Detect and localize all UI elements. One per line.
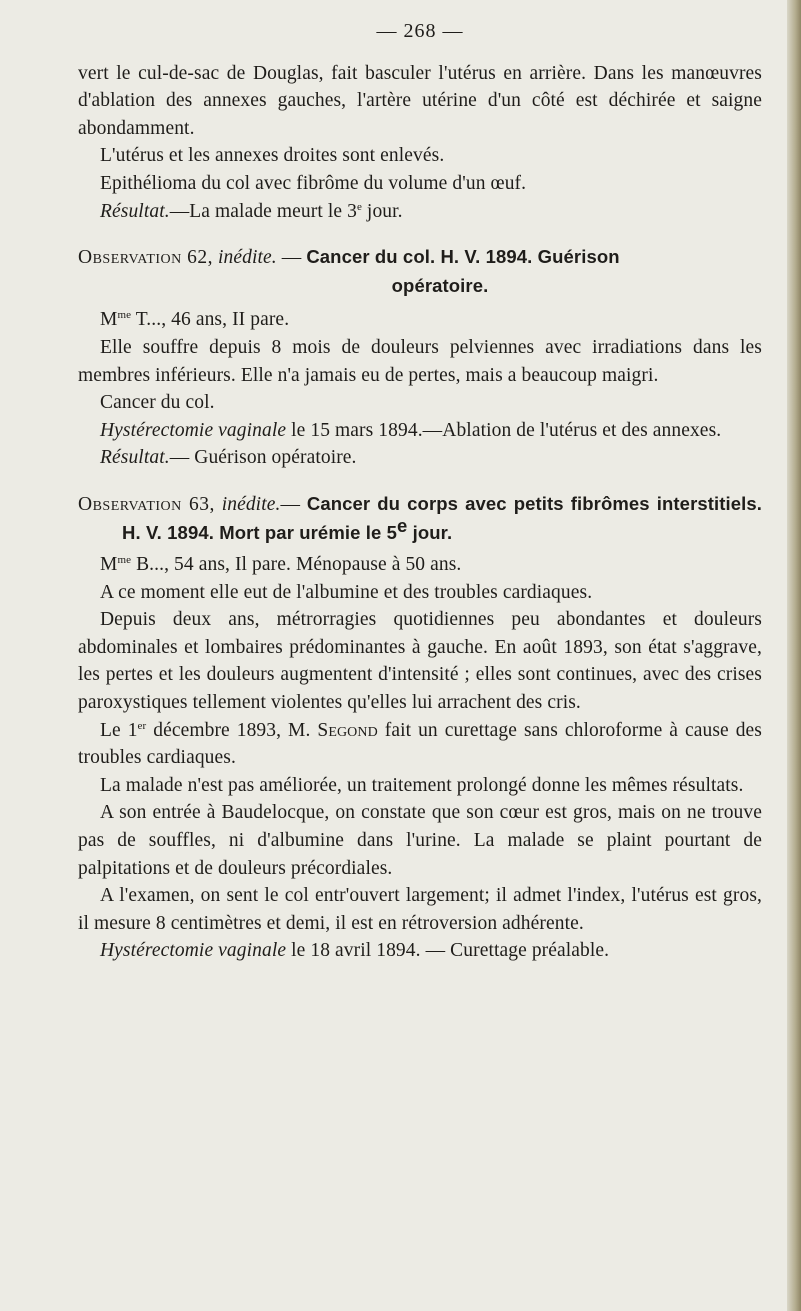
observation-62 [78, 243, 762, 472]
result-label: Résultat. [100, 200, 170, 222]
result-tail: jour. [361, 200, 403, 222]
surgeon-name: Segond [317, 719, 378, 741]
observation-status: inédite. [218, 247, 277, 269]
superscript: er [137, 719, 147, 732]
intro-paragraph-2: L'utérus et les annexes droites sont enlevés. [100, 145, 445, 167]
patient-prefix: M [100, 554, 118, 576]
observation-label: Observation 62, [78, 247, 214, 269]
result-text: — Guérison opératoire. [169, 447, 357, 469]
result-label: Résultat. [100, 447, 170, 469]
dash: — [280, 493, 307, 515]
intro-result [78, 198, 762, 226]
patient-prefix: M [100, 309, 118, 331]
patient-line [78, 551, 762, 579]
text-segment: décembre 1893, M. [146, 719, 318, 741]
observation-title: Cancer du col. H. V. 1894. Guérison [306, 246, 620, 268]
observation-63-paragraph-6: A l'examen, on sent le col entr'ouvert largement; il admet l'index, l'utérus est gros, il mesure 8 centimètres et demi, il est en rétroversion adhérente. [78, 885, 762, 934]
observation-title-tail: jour. [407, 521, 453, 543]
observation-62-result [78, 444, 762, 472]
intro-paragraph-1: vert le cul-de-sac de Douglas, fait basculer l'utérus en arrière. Dans les manœuvres d'ablation des annexes gauches, l'artère utérine d'un côté est déchirée et saigne abondamment. [78, 62, 762, 139]
page-edge-shadow [787, 0, 801, 1311]
intro-paragraph-3: Epithélioma du col avec fibrôme du volume d'un œuf. [100, 172, 527, 194]
observation-63-operation [78, 937, 762, 965]
operation-label: Hystérectomie vaginale [100, 419, 287, 441]
text-segment: Le 1 [100, 719, 138, 741]
superscript: me [117, 554, 132, 567]
superscript: e [356, 200, 362, 213]
observation-63-paragraph-4: La malade n'est pas améliorée, un traitement prolongé donne les mêmes résultats. [100, 774, 744, 796]
operation-text: le 18 avril 1894. — Curettage préalable. [286, 940, 610, 962]
observation-62-title-continued [78, 272, 762, 301]
operation-label: Hystérectomie vaginale [100, 940, 287, 962]
patient-text: B..., 54 ans, Il pare. Ménopause à 50 ans. [131, 554, 462, 576]
observation-label: Observation 63, [78, 493, 215, 515]
observation-62-paragraph-1: Elle souffre depuis 8 mois de douleurs pelviennes avec irradiations dans les membres inférieurs. Elle n'a jamais eu de pertes, mais a beaucoup maigri. [78, 336, 762, 386]
observation-62-paragraph-2: Cancer du col. [100, 392, 215, 414]
observation-62-operation [78, 417, 762, 445]
patient-line [78, 306, 762, 334]
observation-63 [78, 490, 762, 965]
operation-text: le 15 mars 1894.—Ablation de l'utérus et des annexes. [286, 419, 722, 441]
result-text: —La malade meurt le 3 [169, 200, 357, 222]
observation-title: Cancer du corps avec petits fibrômes interstitiels. H. V. 1894. Mort par urémie le 5 [122, 492, 763, 543]
observation-62-heading [78, 243, 762, 272]
dash: — [276, 247, 307, 269]
page-number: — 268 — [376, 20, 464, 42]
superscript: e [397, 514, 408, 536]
patient-text: T..., 46 ans, II pare. [131, 309, 290, 331]
superscript: me [117, 309, 132, 322]
text-segment: fait un curettage sans chloroforme à cause des troubles cardiaques. [78, 719, 762, 769]
observation-status: inédite. [221, 493, 281, 515]
observation-63-paragraph-1: A ce moment elle eut de l'albumine et des troubles cardiaques. [100, 581, 593, 603]
observation-63-paragraph-2: Depuis deux ans, métrorragies quotidiennes peu abondantes et douleurs abdominales et lombaires prédominantes à gauche. En août 1893, son état s'aggrave, les pertes et les douleurs augmentent d'intensité ; elles sont continues, avec des crises paroxystiques tellement violentes qu'elles lui arrachent des cris. [78, 609, 762, 714]
observation-title-line-2: opératoire. [391, 274, 489, 296]
observation-63-paragraph-3 [78, 717, 762, 772]
book-page [78, 18, 762, 965]
observation-63-heading [78, 490, 762, 547]
observation-63-paragraph-5: A son entrée à Baudelocque, on constate que son cœur est gros, mais on ne trouve pas de souffles, ni d'albumine dans l'urine. La malade se plaint pourtant de palpitations et de douleurs précordiales. [78, 802, 762, 879]
